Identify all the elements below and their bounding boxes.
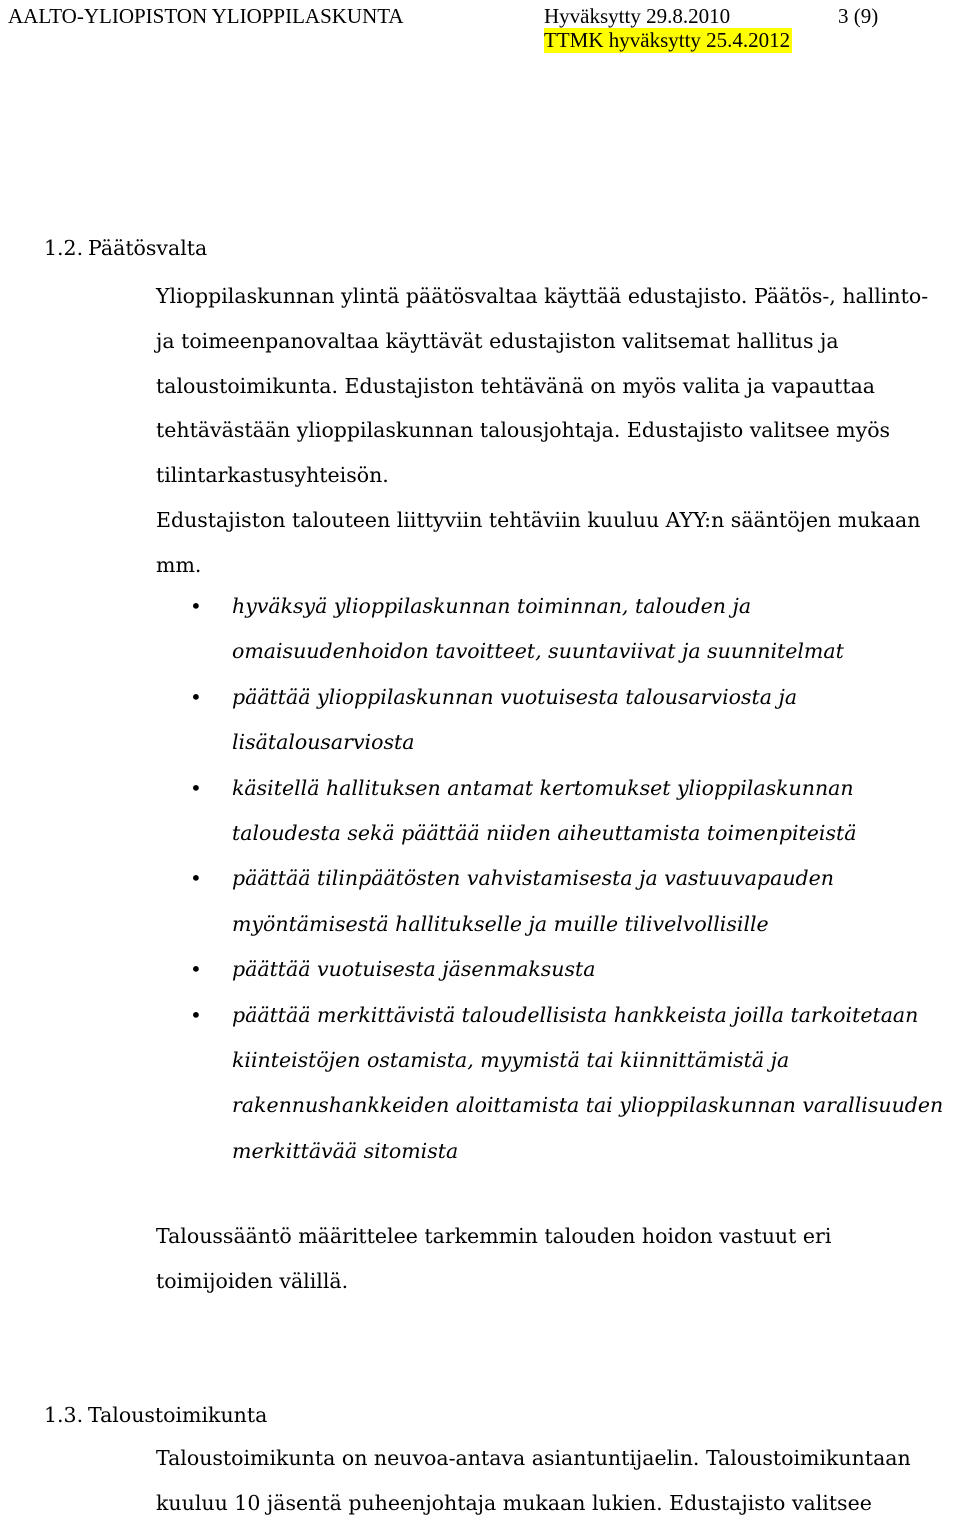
text-line: merkittävää sitomista — [232, 1138, 459, 1163]
text-line: myöntämisestä hallitukselle ja muille tilivelvollisille — [232, 911, 769, 936]
text-line: ja toimeenpanovaltaa käyttävät edustajiston valitsemat hallitus ja — [156, 328, 839, 353]
section-number: 1.3. — [44, 1403, 84, 1427]
text-line: tilintarkastusyhteisön. — [156, 463, 389, 488]
bullet-icon — [190, 993, 202, 1038]
text-line: omaisuudenhoidon tavoitteet, suuntaviivat ja suunnitelmat — [232, 639, 844, 664]
header-approved-date: Hyväksytty 29.8.2010 — [544, 4, 731, 28]
section-heading-1-2 — [44, 236, 207, 260]
text-line: hyväksyä ylioppilaskunnan toiminnan, talouden ja — [232, 594, 752, 618]
section-heading-1-3 — [44, 1403, 267, 1427]
list-item — [190, 766, 960, 857]
paragraph-financial-rules — [156, 1214, 956, 1304]
text-line: päättää ylioppilaskunnan vuotuisesta talousarviosta ja — [232, 684, 798, 709]
list-item — [190, 856, 960, 947]
text-line: päättää vuotuisesta jäsenmaksusta — [232, 957, 596, 982]
header-org: AALTO-YLIOPISTON YLIOPPILASKUNTA — [8, 4, 404, 28]
paragraph-finance-committee — [156, 1436, 956, 1526]
text-line: Edustajiston talouteen liittyviin tehtäviin kuuluu AYY:n sääntöjen mukaan — [156, 507, 921, 532]
text-line: päättää merkittävistä taloudellisista hankkeista joilla tarkoitetaan — [232, 1002, 919, 1027]
text-line: rakennushankkeiden aloittamista tai ylioppilaskunnan varallisuuden — [232, 1093, 944, 1118]
text-line: kiinteistöjen ostamista, myymistä tai kiinnittämistä ja — [232, 1048, 790, 1073]
text-line: kuuluu 10 jäsentä puheenjohtaja mukaan lukien. Edustajisto valitsee — [156, 1490, 872, 1515]
text-line: mm. — [156, 552, 202, 577]
text-line: taloustoimikunta. Edustajiston tehtävänä on myös valita ja vapauttaa — [156, 373, 876, 398]
list-item — [190, 947, 960, 992]
list-item — [190, 584, 960, 675]
paragraph-decision-power — [156, 274, 956, 588]
text-line: toimijoiden välillä. — [156, 1268, 349, 1293]
text-line: päättää tilinpäätösten vahvistamisesta ja vastuuvapauden — [232, 866, 835, 891]
section-title: Päätösvalta — [88, 236, 208, 260]
header-ttmk-approved: TTMK hyväksytty 25.4.2012 — [544, 28, 791, 52]
duties-bullet-list — [190, 584, 960, 1174]
text-line: lisätalousarviosta — [232, 730, 415, 755]
list-item — [190, 675, 960, 766]
text-line: Taloussääntö määrittelee tarkemmin talouden hoidon vastuut eri — [156, 1224, 832, 1248]
text-line: Ylioppilaskunnan ylintä päätösvaltaa käyttää edustajisto. Päätös-, hallinto- — [156, 284, 929, 308]
text-line: taloudesta sekä päättää niiden aiheuttamista toimenpiteistä — [232, 821, 857, 846]
text-line: tehtävästään ylioppilaskunnan talousjohtaja. Edustajisto valitsee myös — [156, 418, 891, 443]
section-number: 1.2. — [44, 236, 84, 260]
bullet-icon — [190, 856, 202, 901]
bullet-icon — [190, 947, 202, 992]
bullet-icon — [190, 675, 202, 720]
text-line: käsitellä hallituksen antamat kertomukset ylioppilaskunnan — [232, 775, 854, 800]
header-page-number: 3 (9) — [838, 4, 879, 28]
list-item — [190, 993, 960, 1175]
bullet-icon — [190, 584, 202, 629]
section-title: Taloustoimikunta — [88, 1403, 268, 1427]
text-line: Taloustoimikunta on neuvoa-antava asiantuntijaelin. Taloustoimikuntaan — [156, 1446, 911, 1470]
bullet-icon — [190, 766, 202, 811]
